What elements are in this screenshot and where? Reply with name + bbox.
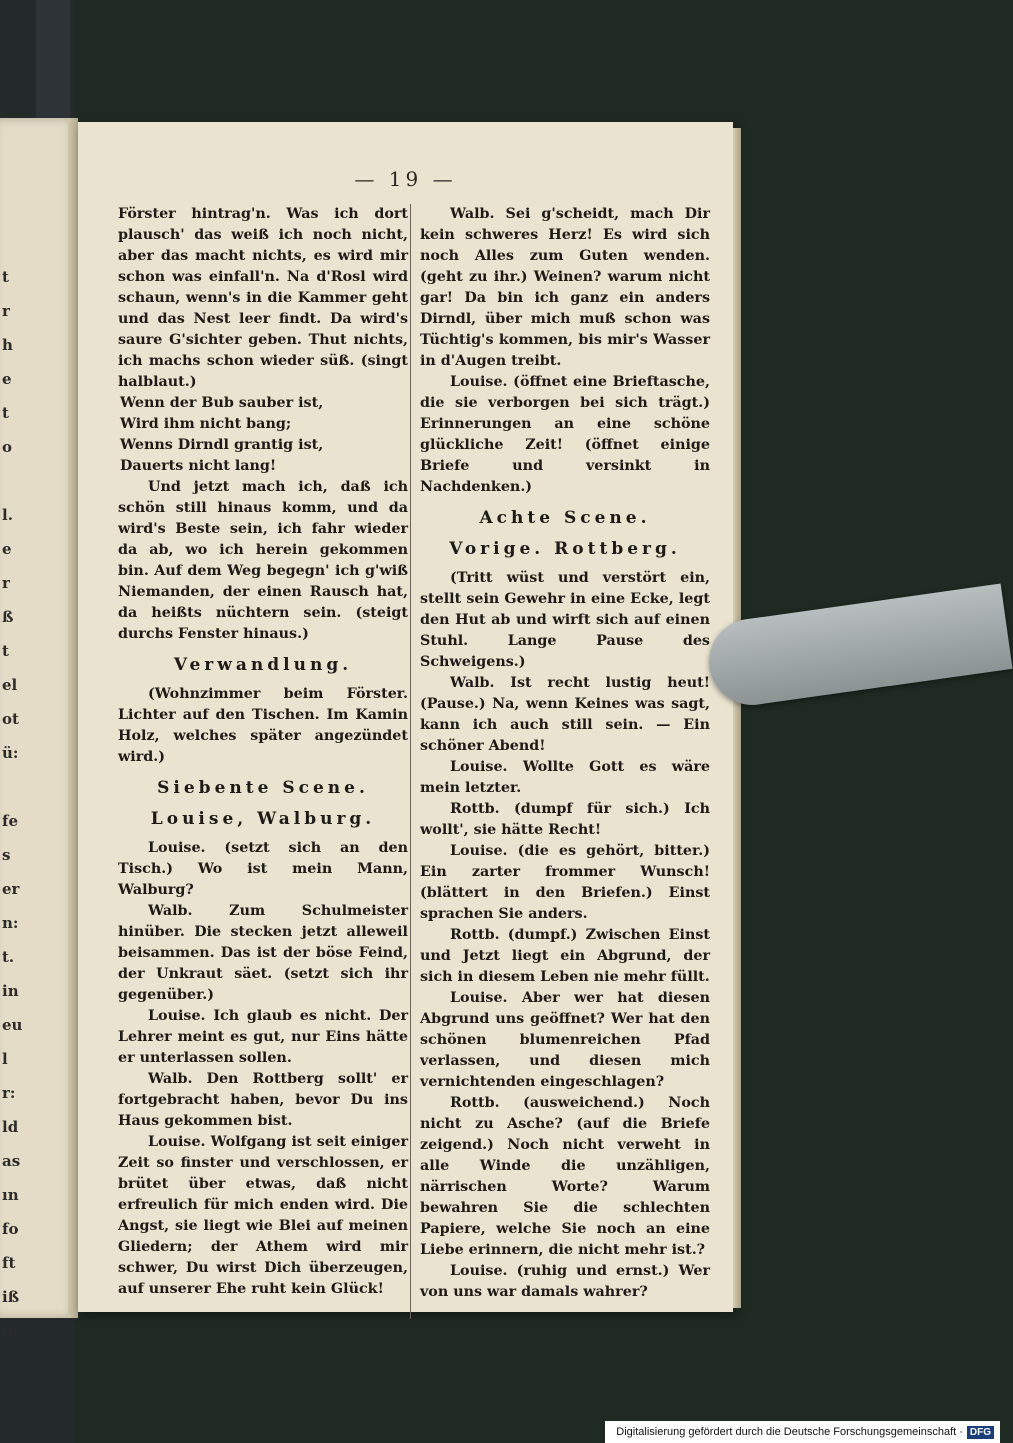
scene-heading: Verwandlung.: [173, 655, 353, 675]
edge-letter: l.: [2, 506, 13, 524]
edge-letter: t: [2, 404, 9, 422]
edge-letter: m: [2, 1322, 18, 1340]
edge-letter: s: [2, 846, 11, 864]
edge-letter: r: [2, 302, 10, 320]
edge-letter: e: [2, 540, 12, 558]
paragraph: Louise. (öffnet eine Brieftasche, die sie verborgen bei sich trägt.) Erinnerungen an eine schöne glückliche Zeit! (öffnet einige Briefe und versinkt in Nachdenken.): [420, 374, 710, 495]
paragraph: Louise. Wollte Gott es wäre mein letzter.: [420, 759, 710, 796]
paragraph: Walb. Sei g'scheidt, mach Dir kein schweres Herz! Es wird sich noch Alles zum Guten wenden. (geht zu ihr.) Weinen? warum nicht gar! Da bin ich ganz ein anders Dirndl, über mich muß schon was Tüchtig's kommen, bis mir's Wasser in d'Augen treibt.: [420, 206, 710, 369]
edge-letter: ß: [2, 608, 14, 626]
paragraph: Louise. Ich glaub es nicht. Der Lehrer meint es gut, nur Eins hätte er unterlassen sollen.: [118, 1008, 408, 1066]
paragraph: Louise. (setzt sich an den Tisch.) Wo ist mein Mann, Walburg?: [118, 840, 408, 898]
verse-line: Wird ihm nicht bang;: [120, 416, 292, 432]
edge-letter: [2, 778, 22, 812]
edge-letter: as: [2, 1152, 21, 1170]
edge-letter: fe: [2, 812, 18, 830]
book-page: [78, 122, 733, 1312]
edge-letter: t: [2, 268, 9, 286]
edge-letter: t.: [2, 948, 15, 966]
edge-letter: ld: [2, 1118, 19, 1136]
edge-letter: r:: [2, 1084, 16, 1102]
paragraph: Louise. (die es gehört, bitter.) Ein zarter frommer Wunsch! (blättert in den Briefen.) Einst sprachen Sie anders.: [420, 843, 710, 922]
column-divider: [410, 204, 411, 1319]
edge-letter: l: [2, 1050, 8, 1068]
edge-letters: [2, 268, 22, 1356]
edge-letter: r: [2, 574, 10, 592]
edge-letter: e: [2, 370, 12, 388]
paragraph: Rottb. (dumpf.) Zwischen Einst und Jetzt liegt ein Abgrund, der sich in diesem Leben nie mehr füllt.: [420, 927, 710, 985]
footer-separator: ·: [959, 1426, 963, 1438]
left-column: [118, 204, 408, 1300]
paragraph: Louise. Wolfgang ist seit einiger Zeit so finster und verschlossen, er brütet über etwas, daß nicht erfreulich für mich enden wird. Die Angst, sie liegt wie Blei auf meinen Gliedern; der Athem wird mir schwer, Du wirst Dich überzeugen, auf unserer Ehe ruht kein Glück!: [118, 1134, 408, 1297]
edge-letter: ü:: [2, 744, 19, 762]
verse-line: Wenn der Bub sauber ist,: [120, 395, 324, 411]
edge-letter: eu: [2, 1016, 23, 1034]
paragraph: Louise. Aber wer hat diesen Abgrund uns geöffnet? Wer hat den schönen blumenreichen Pfad verlassen, und diesen mich vernichtenden eingeschlagen?: [420, 990, 710, 1090]
edge-letter: n:: [2, 914, 19, 932]
paragraph: Und jetzt mach ich, daß ich schön still hinaus komm, und da wird's Beste sein, ich fahr wieder da ab, wo ich herein gekommen bin. Auf dem Weg begegn' ich g'wiß Niemanden, der einen Rausch hat, da heißts nüchtern sein. (steigt durchs Fenster hinaus.): [118, 479, 408, 642]
edge-letter: iß: [2, 1288, 20, 1306]
paragraph: Rottb. (dumpf für sich.) Ich wollt', sie hätte Recht!: [420, 801, 710, 838]
background-strip: [36, 0, 70, 120]
edge-letter: o: [2, 438, 13, 456]
paragraph: Förster hintrag'n. Was ich dort plausch' das weiß ich noch nicht, aber das macht nichts, es wird mir schon was einfall'n. Na d'Rosl wird schaun, wenn's in die Kammer geht und das Nest leer findt. Da wird's saure G'sichter geben. Thut nichts, ich machs schon wieder süß. (singt halblaut.): [118, 206, 408, 390]
page-number: — 19 —: [354, 167, 457, 191]
paragraph: Rottb. (ausweichend.) Noch nicht zu Asche? (auf die Briefe zeigend.) Noch nicht verweht in alle Winde die unzähligen, närrischen Worte? Warum bewahren Sie die schlechten Papiere, welche Sie noch an eine Liebe erinnern, die nicht mehr ist.?: [420, 1095, 710, 1258]
edge-letter: el: [2, 676, 18, 694]
paragraph: Louise. (ruhig und ernst.) Wer von uns war damals wahrer?: [420, 1263, 710, 1300]
paragraph: Walb. Ist recht lustig heut! (Pause.) Na, wenn Keines was sagt, kann ich auch still sein. — Ein schöner Abend!: [420, 675, 710, 754]
edge-letter: ın: [2, 1186, 19, 1204]
edge-letter: in: [2, 982, 19, 1000]
footer-bar: [605, 1421, 1000, 1443]
paragraph: (Tritt wüst und verstört ein, stellt sein Gewehr in eine Ecke, legt den Hut ab und wirft sich auf einen Stuhl. Lange Pause des Schweigens.): [420, 570, 710, 670]
edge-letter: er: [2, 880, 20, 898]
scene-heading: Siebente Scene.: [157, 778, 369, 798]
edge-letter: h: [2, 336, 13, 354]
page-fold: [68, 118, 78, 1318]
edge-letter: ft: [2, 1254, 16, 1272]
scene-heading: Vorige. Rottberg.: [449, 539, 681, 559]
edge-letter: ot: [2, 710, 19, 728]
dfg-logo: DFG: [967, 1426, 994, 1439]
previous-page-edge: [0, 118, 78, 1340]
footer-text: Digitalisierung gefördert durch die Deutsche Forschungsgemeinschaft: [616, 1426, 957, 1438]
verse-line: Wenns Dirndl grantig ist,: [120, 437, 324, 453]
edge-letter: t: [2, 642, 9, 660]
paragraph: (Wohnzimmer beim Förster. Lichter auf den Tischen. Im Kamin Holz, welches später angezündet wird.): [118, 686, 408, 765]
scene-heading: Louise, Walburg.: [150, 809, 376, 829]
edge-letter: [2, 472, 22, 506]
paragraph: Walb. Den Rottberg sollt' er fortgebracht haben, bevor Du ins Haus gekommen bist.: [118, 1071, 408, 1129]
paragraph: Walb. Zum Schulmeister hinüber. Die stecken jetzt alleweil beisammen. Das ist der böse Feind, der Unkraut säet. (setzt sich ihr gegenüber.): [118, 903, 408, 1003]
scene-heading: Achte Scene.: [479, 508, 651, 528]
bookmark-clip: [703, 584, 1012, 711]
right-column: [420, 204, 710, 1303]
verse-line: Dauerts nicht lang!: [120, 458, 277, 474]
edge-letter: fo: [2, 1220, 19, 1238]
